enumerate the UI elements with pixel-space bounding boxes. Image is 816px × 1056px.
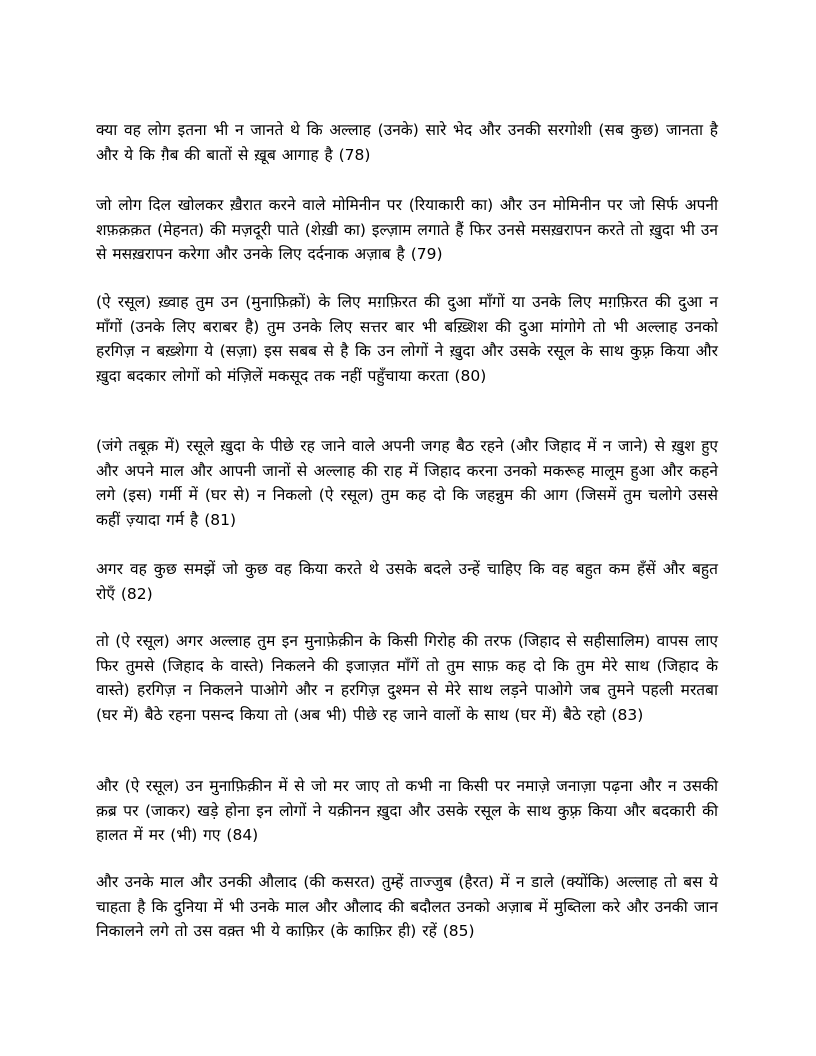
verse-paragraph-83: तो (ऐ रसूल) अगर अल्लाह तुम इन मुनाफ़ेक़ीन के किसी गिरोह की तरफ (जिहाद से सहीसालिम) वापस लाए फिर तुमसे (जिहाद के वास्ते) निकलने की इजाज़त माँगें तो तुम साफ़ कह दो कि तुम मेरे साथ (जिहाद के वास्ते) हरगिज़ न निकलने पाओगे और न हरगिज़ दुश्मन से मेरे साथ लड़ने पाओगे जब तुमने पहली मरतबा (घर में) बैठे रहना पसन्द किया तो (अब भी) पीछे रह जाने वालों के साथ (घर में) बैठे रहो (83)	[96, 632, 718, 724]
verse-paragraph-84: और (ऐ रसूल) उन मुनाफ़िक़ीन में से जो मर जाए तो कभी ना किसी पर नमाज़े जनाज़ा पढ़ना और न उसकी क़ब्र पर (जाकर) खड़े होना इन लोगों ने यक़ीनन ख़ुदा और उसके रसूल के साथ कुफ़्र किया और बदकारी की हालत में मर (भी) गए (84)	[96, 777, 718, 844]
verse-paragraph-85: और उनके माल और उनकी औलाद (की कसरत) तुम्हें ताज्जुब (हैरत) में न डाले (क्योंकि) अल्लाह तो बस ये चाहता है कि दुनिया में भी उनके माल और औलाद की बदौलत उनको अज़ाब में मुब्तिला करे और उनकी जान निकालने लगे तो उस वक़्त भी ये काफ़िर (के काफ़िर ही) रहें (85)	[96, 873, 718, 940]
verse-paragraph-81: (जंगे तबूक़ में) रसूले ख़ुदा के पीछे रह जाने वाले अपनी जगह बैठ रहने (और जिहाद में न जाने) से ख़ुश हुए और अपने माल और आपनी जानों से अल्लाह की राह में जिहाद करना उनको मकरूह मालूम हुआ और कहने लगे (इस) गर्मी में (घर से) न निकलो (ऐ रसूल) तुम कह दो कि जहन्नुम की आग (जिसमें तुम चलोगे उससे कहीं ज़्यादा गर्म है (81)	[96, 437, 718, 529]
verse-paragraph-80: (ऐ रसूल) ख़्वाह तुम उन (मुनाफ़िक़ों) के लिए मग़फ़िरत की दुआ माँगों या उनके लिए मग़फ़िरत की दुआ न माँगों (उनके लिए बराबर है) तुम उनके लिए सत्तर बार भी बख़्शिश की दुआ मांगोगे तो भी अल्लाह उनको हरगिज़ न बख़्शेगा ये (सज़ा) इस सबब से है कि उन लोगों ने ख़ुदा और उसके रसूल के साथ कुफ़्र किया और ख़ुदा बदकार लोगों को मंज़िलें मकसूद तक नहीं पहुँचाया करता (80)	[96, 293, 718, 385]
verse-paragraph-82: अगर वह कुछ समझें जो कुछ वह किया करते थे उसके बदले उन्हें चाहिए कि वह बहुत कम हँसें और बहुत रोएँ (82)	[96, 560, 718, 603]
verse-paragraph-79: जो लोग दिल खोलकर ख़ैरात करने वाले मोमिनीन पर (रियाकारी का) और उन मोमिनीन पर जो सिर्फ अपनी शफ़क़क़त (मेहनत) की मज़दूरी पाते (शेख़ी का) इल्ज़ाम लगाते हैं फिर उनसे मसख़रापन करते तो ख़ुदा भी उन से मसख़रापन करेगा और उनके लिए दर्दनाक अज़ाब है (79)	[96, 196, 718, 263]
verse-paragraph-78: क्या वह लोग इतना भी न जानते थे कि अल्लाह (उनके) सारे भेद और उनकी सरगोशी (सब कुछ) जानता है और ये कि ग़ैब की बातों से ख़ूब आगाह है (78)	[96, 121, 718, 164]
